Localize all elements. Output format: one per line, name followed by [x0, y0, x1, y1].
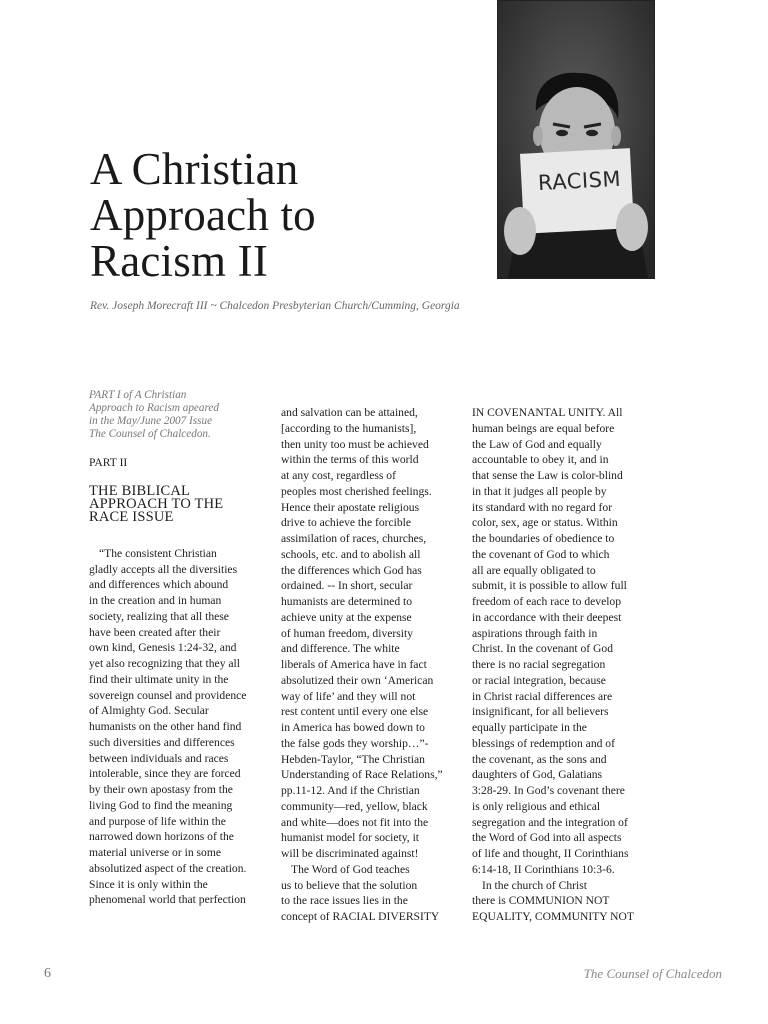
text-line: its standard with no regard for — [472, 500, 613, 514]
column-body — [281, 405, 459, 925]
text-line: absolutized aspect of the creation. — [89, 861, 247, 875]
text-line: color, sex, age or status. Within — [472, 516, 618, 530]
intro-line: PART I of A Christian — [89, 389, 187, 401]
text-line: that sense the Law is color-blind — [472, 469, 623, 482]
text-line: ordained. -- In short, secular — [281, 579, 413, 593]
title-line: Approach to — [90, 190, 316, 240]
text-line: own kind, Genesis 1:24-32, and — [89, 641, 237, 655]
text-line: will be discriminated against! — [281, 847, 419, 860]
text-line: liberals of America have in fact — [281, 658, 427, 671]
text-line: in Christ racial differences are — [472, 689, 613, 703]
text-line: EQUALITY, COMMUNITY NOT — [472, 910, 634, 923]
text-line: freedom of each race to develop — [472, 595, 622, 608]
text-line: at any cost, regardless of — [281, 469, 396, 482]
text-line: gladly accepts all the diversities — [89, 562, 238, 576]
column-body — [472, 405, 652, 925]
sign-text: RACISM — [537, 166, 622, 196]
text-line: find their ultimate unity in the — [89, 672, 229, 686]
text-line: peoples most cherished feelings. — [281, 484, 432, 498]
text-line: pp.11-12. And if the Christian — [281, 784, 420, 797]
text-line: segregation and the integration of — [472, 815, 628, 829]
text-line: and salvation can be attained, — [281, 406, 418, 419]
intro-line: in the May/June 2007 Issue — [89, 415, 213, 427]
text-line: and difference. The white — [281, 642, 400, 656]
text-line: in America has bowed down to — [281, 721, 425, 734]
text-line: material universe or in some — [89, 846, 221, 859]
intro-note — [89, 389, 270, 441]
text-line: us to believe that the solution — [281, 878, 418, 892]
text-line: and white—does not fit into the — [281, 815, 429, 829]
title-line: A Christian — [90, 144, 299, 194]
text-line: of Almighty God. Secular — [89, 704, 209, 718]
text-line: of life and thought, II Corinthians — [472, 847, 629, 860]
text-line: concept of RACIAL DIVERSITY — [281, 910, 440, 923]
column-body — [89, 546, 270, 908]
text-line: within the terms of this world — [281, 453, 419, 467]
text-line: have been created after their — [89, 625, 221, 639]
text-line: there is no racial segregation — [472, 658, 606, 671]
text-line: there is COMMUNION NOT — [472, 894, 610, 908]
section-heading — [89, 482, 270, 525]
text-line: by their own apostasy from the — [89, 783, 233, 796]
text-line: all are equally obligated to — [472, 563, 596, 577]
text-line: humanists on the other hand find — [89, 720, 242, 733]
text-line: yet also recognizing that they all — [89, 657, 240, 670]
text-line: 6:14-18, II Corinthians 10:3-6. — [472, 862, 615, 876]
text-line: phenomenal world that perfection — [89, 893, 246, 907]
text-line: the boundaries of obedience to — [472, 532, 615, 545]
text-line: between individuals and races — [89, 751, 229, 765]
text-line: in that it judges all people by — [472, 484, 607, 498]
intro-line: Approach to Racism apeared — [89, 402, 219, 414]
text-line: submit, it is possible to allow full — [472, 579, 627, 593]
text-line: schools, etc. and to abolish all — [281, 547, 421, 561]
article-title — [90, 146, 480, 284]
spacer — [89, 524, 270, 546]
text-line: equally participate in the — [472, 721, 587, 734]
title-line: Racism II — [90, 236, 268, 286]
text-line: in the creation and in human — [89, 594, 222, 607]
text-line: such diversities and differences — [89, 735, 235, 749]
text-line: in accordance with their deepest — [472, 610, 622, 624]
article-column-3 — [472, 405, 652, 925]
text-line: accountable to obey it, and in — [472, 453, 609, 467]
text-line: the differences which God has — [281, 563, 422, 577]
text-line: way of life’ and they will not — [281, 689, 416, 703]
text-line: aspirations through faith in — [472, 626, 598, 640]
text-line: the Word of God into all aspects — [472, 831, 622, 845]
text-line: insignificant, for all believers — [472, 705, 609, 719]
text-line: rest content until every one else — [281, 705, 429, 719]
heading-line: THE BIBLICAL — [89, 482, 191, 499]
text-line: the covenant of God to which — [472, 547, 610, 561]
text-line: and purpose of life within the — [89, 814, 226, 828]
heading-line: APPROACH TO THE — [89, 495, 224, 512]
text-line: is only religious and ethical — [472, 799, 601, 813]
text-line: daughters of God, Galatians — [472, 768, 603, 782]
byline: Rev. Joseph Morecraft III ~ Chalcedon Presbyterian Church/Cumming, Georgia — [90, 300, 460, 312]
text-line: Hebden-Taylor, “The Christian — [281, 752, 425, 766]
text-line: the Law of God and equally — [472, 437, 602, 451]
text-line: humanists are determined to — [281, 595, 413, 608]
text-line: sovereign counsel and providence — [89, 688, 247, 702]
text-line: drive to achieve the forcible — [281, 516, 412, 530]
text-line: 3:28-29. In God’s covenant there — [472, 784, 625, 797]
text-line: of human freedom, diversity — [281, 626, 414, 640]
text-line: the covenant, as the sons and — [472, 752, 607, 766]
text-line: humanist model for society, it — [281, 831, 420, 845]
text-line: absolutized their own ‘American — [281, 673, 434, 687]
text-line: to the race issues lies in the — [281, 894, 408, 908]
text-line: [according to the humanists], — [281, 421, 417, 435]
text-line: blessings of redemption and of — [472, 736, 615, 750]
text-line: the false gods they worship…”- — [281, 736, 429, 750]
text-line: Hence their apostate religious — [281, 500, 420, 514]
text-line: narrowed down horizons of the — [89, 830, 234, 844]
text-line: achieve unity at the expense — [281, 610, 412, 624]
text-line: or racial integration, because — [472, 673, 606, 687]
text-line: intolerable, since they are forced — [89, 767, 241, 781]
text-line: and differences which abound — [89, 578, 229, 592]
text-line: then unity too must be achieved — [281, 437, 429, 451]
text-line: IN COVENANTAL UNITY. All — [472, 406, 623, 419]
article-column-2 — [281, 405, 459, 925]
text-line: living God to find the meaning — [89, 798, 233, 812]
page-number: 6 — [44, 966, 51, 981]
text-line: Understanding of Race Relations,” — [281, 768, 443, 782]
text-line: Since it is only within the — [89, 877, 208, 891]
text-line: society, realizing that all these — [89, 609, 229, 623]
text-line: assimilation of races, churches, — [281, 532, 427, 545]
intro-line: The Counsel of Chalcedon. — [89, 428, 211, 440]
text-line: In the church of Christ — [482, 878, 587, 892]
text-line: “The consistent Christian — [99, 546, 217, 560]
part-label: PART II — [89, 456, 128, 469]
text-line: The Word of God teaches — [291, 862, 410, 876]
text-line: Christ. In the covenant of God — [472, 642, 614, 656]
heading-line: RACE ISSUE — [89, 508, 174, 525]
article-column-1 — [89, 389, 270, 908]
text-line: community—red, yellow, black — [281, 799, 428, 813]
journal-name: The Counsel of Chalcedon — [583, 966, 722, 981]
article-photo — [497, 0, 655, 279]
text-line: human beings are equal before — [472, 421, 615, 435]
